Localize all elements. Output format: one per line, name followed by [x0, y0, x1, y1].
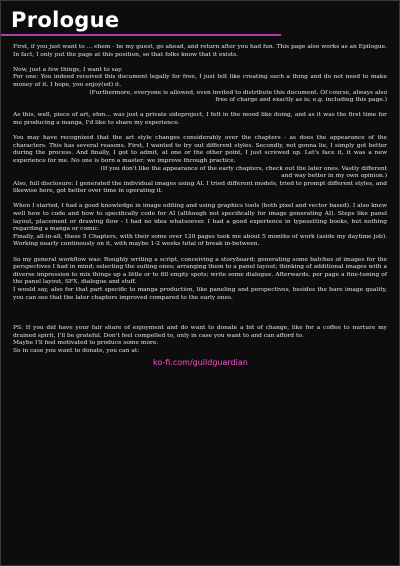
paragraph-workflow: So my general workflow was: Roughly writing a script, conceiving a storyboard; generating some batches of images for the perspectives I had in mind; selecting the suiting ones; arranging them to a panel layout; thinking of additional images with a diverse impression to mix things up a little or to fill empty spots; write some dialogue. Afterwards, per page a fine-tuning of the panel layout, SFX, dialogue and stuff. — [13, 256, 387, 286]
page-title: Prologue — [11, 8, 120, 32]
paragraph-motivated: Maybe I'll feel motivated to produce some more. — [13, 340, 159, 347]
paragraph-art-style: You may have recognized that the art style changes considerably over the chapters - as does the appearance of the characters. This has several reasons. First, I wanted to try out different styles. Secondly, not gonna lie, I simply got better during the process. And finally, I got to admit, at one or the other point, I just screwed up. Let's face it, it was a new experience for me. No one is born a master; we improve through practice. — [13, 135, 387, 164]
paragraph-time: Finally, all-in-all, these 5 Chapters, with their some over 120 pages took me about 5 months of work (aside my daytime job). Working nearly continously on it, with maybe 1-2 weeks total of break in-between. — [13, 233, 387, 248]
paragraph-intro: First, if you just want to ... ehem - be my guest, go ahead, and return after you had fun. This page also works as an Epilogue. In fact, I only put the page at this position, so that folks know that it exists. — [13, 44, 387, 58]
paragraph-ai-disclosure: Also, full disclosure: I generated the individual images using AI. I tried different models, tried to prompt different styles, and likewise here, got better over time in operating it. — [13, 180, 387, 195]
paragraph-donation: PS: If you did have your fair share of enjoyment and do want to donate a bit of change, like for a coffee to nurture my drained spirit, I'll be grateful. Don't feel compelled to, only in case you want to and can afford to. — [13, 324, 387, 339]
kofi-link[interactable]: ko-fi.com/guildguardian — [153, 358, 248, 368]
paragraph-free: For one: You indeed received this document legally for free, I just felt like creating such a thing and do not need to make money of it. I hope, you enjoy(ed) it. — [13, 74, 387, 88]
paragraph-knowledge: When I started, I had a good knowledge in image editing and using graphics tools (both pixel and vector based). I also knew well how to code and how to specifically code for AI (although not specifically for image generating AI). Steps like panel layout, placement or drawing flow - I had no idea whatsoever. I had a good experience in typesetting books, but nothing regarding a manga or comic. — [13, 203, 387, 233]
paragraph-sideproject: As this, well, piece of art, ehm... was just a private sideproject, I felt in the mood like doing, and as it was the first time for me producing a manga, I'd like to share my experience. — [13, 112, 387, 126]
title-underline — [1, 34, 281, 36]
prologue-body — [13, 44, 387, 355]
paragraph-distribute: (Furthermore, everyone is allowed, even invited to distribute this document. Of course, always also free of charge and exactly as is; e.g. including this page.) — [89, 89, 387, 104]
paragraph-improvement: I would say, also for that part specific to manga production, like paneling and perspectives, besides the bare image quality, you can see that the later chapters improved compared to the early ones. — [13, 287, 387, 301]
paragraph-few-things: Now, just a few things, I want to say. — [13, 66, 123, 73]
paragraph-donate-where: So in case you want to donate, you can at: — [13, 347, 140, 354]
paragraph-later-chapters: (If you don't like the appearance of the early chapters, check out the later ones. Vastly different and way better in my own opinion.) — [100, 165, 387, 180]
